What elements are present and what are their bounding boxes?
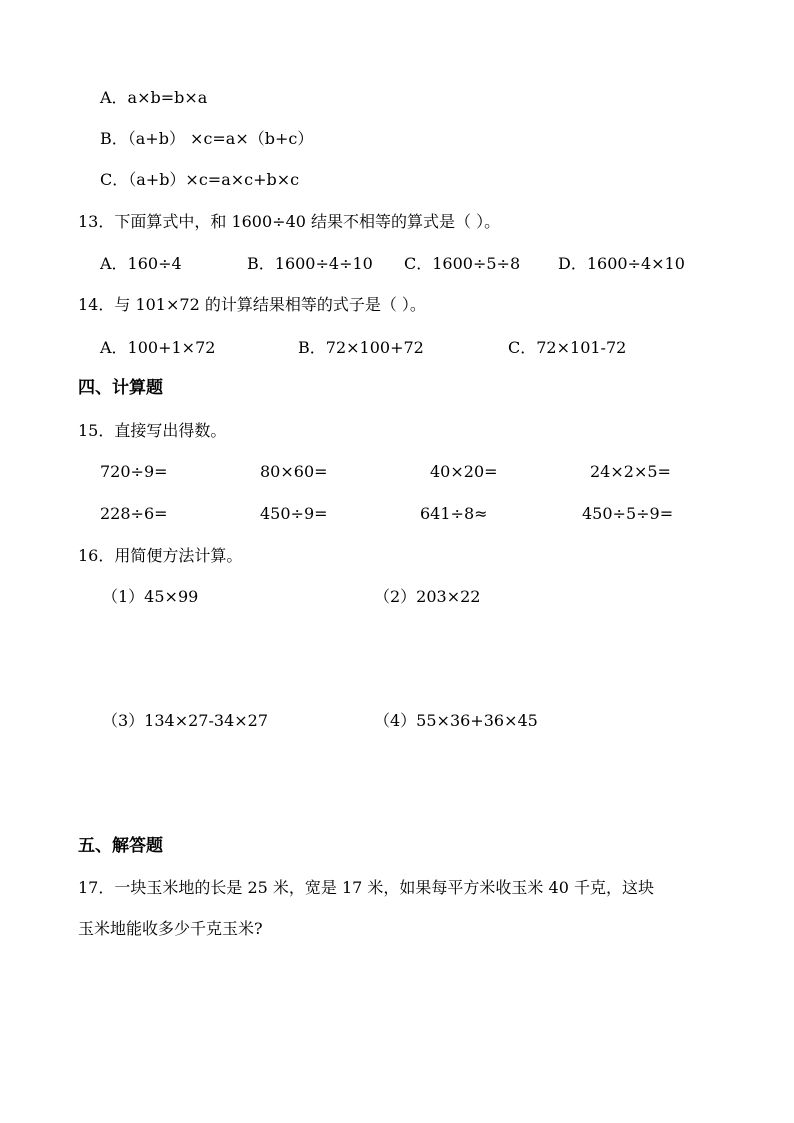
q16-stem: 16．用简便方法计算。 (78, 546, 243, 565)
q15-r1-c3: 40×20= (430, 462, 498, 481)
q12-option-a: A．a×b=b×a (100, 88, 208, 107)
q14-option-b: B．72×100+72 (298, 338, 424, 357)
q12-option-b: B．（a+b） ×c=a×（b+c） (100, 129, 314, 148)
q14-option-c: C．72×101-72 (508, 338, 627, 357)
q15-r2-c4: 450÷5÷9= (582, 504, 674, 523)
q17-line-2: 玉米地能收多少千克玉米? (78, 919, 263, 938)
q13-stem: 13．下面算式中，和 1600÷40 结果不相等的算式是（ ）。 (78, 212, 501, 231)
q14-stem: 14．与 101×72 的计算结果相等的式子是（ ）。 (78, 295, 426, 314)
q13-option-a: A．160÷4 (100, 254, 182, 273)
q13-option-b: B．1600÷4÷10 (247, 254, 373, 273)
q16-item-4: （4）55×36+36×45 (374, 711, 538, 730)
q13-option-c: C．1600÷5÷8 (404, 254, 521, 273)
q15-r1-c4: 24×2×5= (590, 462, 671, 481)
q16-item-3: （3）134×27-34×27 (102, 711, 269, 730)
q15-r1-c2: 80×60= (260, 462, 328, 481)
q13-option-d: D．1600÷4×10 (558, 254, 685, 273)
q15-r2-c2: 450÷9= (260, 504, 328, 523)
section-heading-calculation: 四、计算题 (78, 378, 163, 398)
q15-r2-c1: 228÷6= (100, 504, 168, 523)
q17-line-1: 17．一块玉米地的长是 25 米，宽是 17 米，如果每平方米收玉米 40 千克，这块 (78, 878, 654, 897)
q12-option-c: C．（a+b）×c=a×c+b×c (100, 170, 300, 189)
q16-item-2: （2）203×22 (374, 587, 481, 606)
q15-stem: 15．直接写出得数。 (78, 421, 227, 440)
q15-r1-c1: 720÷9= (100, 462, 168, 481)
section-heading-word-problems: 五、解答题 (78, 836, 163, 856)
q15-r2-c3: 641÷8≈ (420, 504, 488, 523)
q16-item-1: （1）45×99 (102, 587, 199, 606)
q14-option-a: A．100+1×72 (100, 338, 216, 357)
